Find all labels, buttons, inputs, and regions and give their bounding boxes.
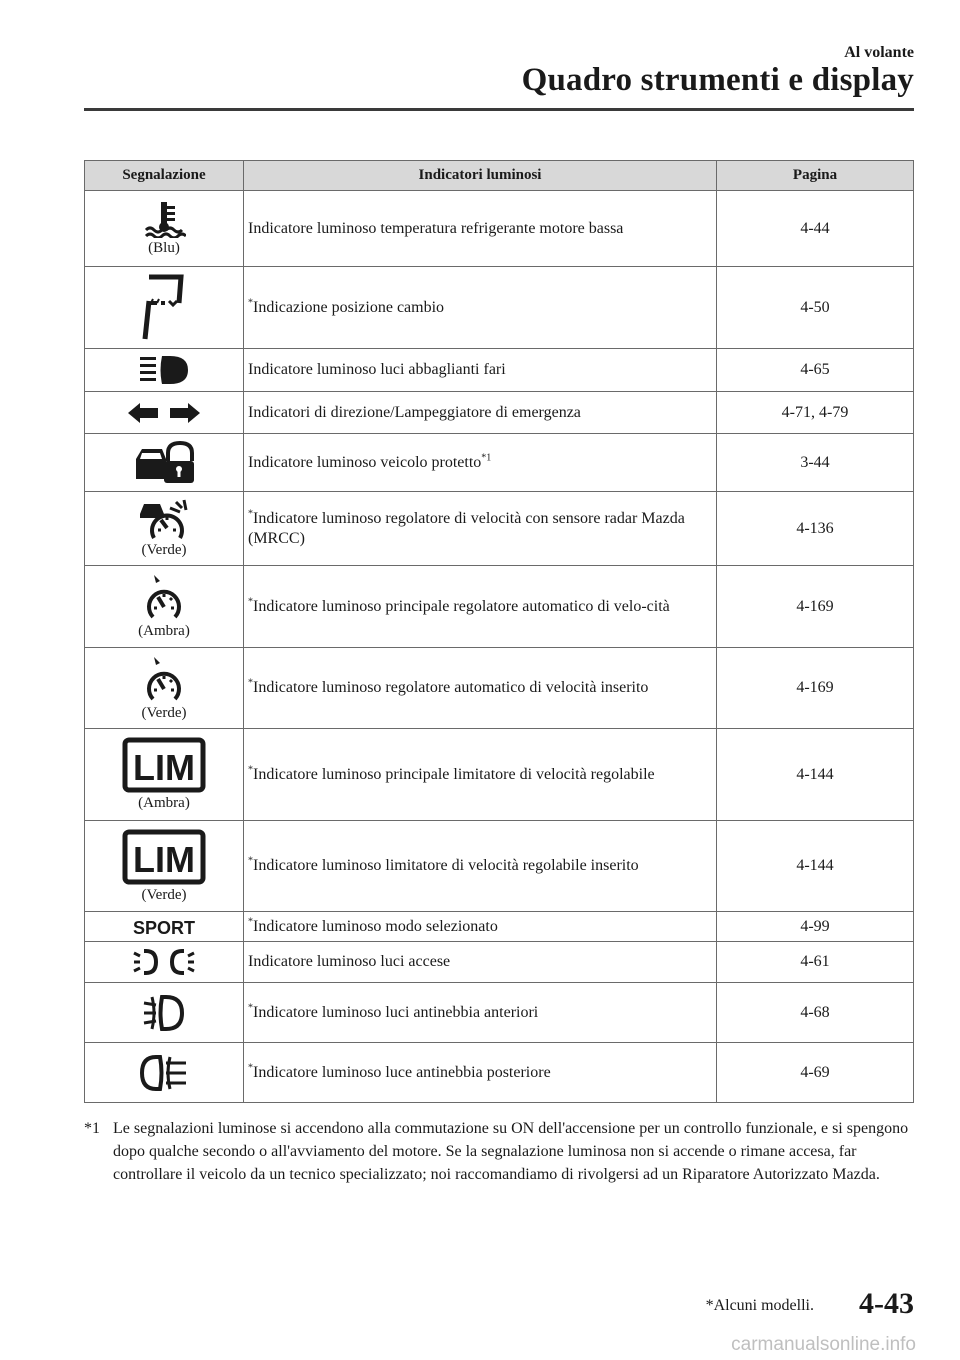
page-reference: 4-71, 4-79	[717, 392, 914, 434]
lim-set-icon	[122, 829, 206, 885]
description-cell: *Indicatore luminoso limitatore di velocità regolabile inserito	[244, 821, 717, 912]
signal-cell	[85, 349, 244, 392]
page-reference: 4-61	[717, 942, 914, 983]
signal-cell	[85, 912, 244, 942]
svg-text:LIM: LIM	[133, 747, 195, 788]
rear-fog-icon	[138, 1053, 190, 1093]
section-label: Al volante	[844, 44, 914, 61]
table-row	[85, 191, 914, 267]
page-reference: 4-144	[717, 729, 914, 821]
security-lock-car-icon	[132, 441, 196, 485]
table-row	[85, 566, 914, 648]
table-row	[85, 983, 914, 1043]
description-cell: *Indicatore luminoso luci antinebbia anteriori	[244, 983, 717, 1043]
description-cell: Indicatore luminoso luci abbaglianti fari	[244, 349, 717, 392]
turn-signal-arrows-icon	[126, 401, 202, 425]
footnote	[84, 1117, 914, 1186]
models-note: *Alcuni modelli.	[705, 1297, 814, 1314]
table-row	[85, 1043, 914, 1103]
lim-main-icon	[122, 737, 206, 793]
page-reference: 4-44	[717, 191, 914, 267]
table-row	[85, 392, 914, 434]
description-cell: *Indicatore luminoso modo selezionato	[244, 912, 717, 942]
footnote-text: Le segnalazioni luminose si accendono alla commutazione su ON dell'accensione per un controllo funzionale, e si spengono dopo qualche secondo o all'avviamento del motore. Se la segnalazione luminosa non si accende o rimane accesa, far controllare il veicolo da un tecnico specializzato; noi raccomandiamo di rivolgersi ad un Riparatore Autorizzato Mazda.	[113, 1120, 909, 1183]
coolant-temp-low-icon	[142, 200, 186, 238]
cruise-set-icon	[144, 655, 184, 703]
color-label: (Blu)	[148, 240, 180, 256]
shift-position-icon	[141, 273, 187, 343]
description-cell: *Indicatore luminoso principale limitatore di velocità regolabile	[244, 729, 717, 821]
color-label: (Verde)	[141, 542, 187, 558]
table-row	[85, 912, 914, 942]
column-header: Pagina	[717, 161, 914, 191]
signal-cell	[85, 566, 244, 648]
signal-cell	[85, 191, 244, 267]
table-row	[85, 267, 914, 349]
signal-cell	[85, 392, 244, 434]
signal-cell	[85, 434, 244, 492]
signal-cell	[85, 942, 244, 983]
table-row	[85, 648, 914, 729]
column-header: Indicatori luminosi	[244, 161, 717, 191]
signal-cell	[85, 1043, 244, 1103]
signal-cell	[85, 648, 244, 729]
table-row	[85, 942, 914, 983]
description-cell: Indicatore luminoso temperatura refrigerante motore bassa	[244, 191, 717, 267]
description-cell: Indicatori di direzione/Lampeggiatore di emergenza	[244, 392, 717, 434]
page-reference: 4-169	[717, 566, 914, 648]
lights-on-icon	[132, 947, 196, 977]
signal-cell	[85, 983, 244, 1043]
cruise-main-icon	[144, 573, 184, 621]
svg-text:LIM: LIM	[133, 838, 195, 880]
front-fog-icon	[142, 993, 186, 1033]
signal-cell	[85, 821, 244, 912]
description-cell: *Indicatore luminoso regolatore automatico di velocità inserito	[244, 648, 717, 729]
indicator-table	[84, 160, 914, 1103]
color-label: (Ambra)	[138, 623, 190, 639]
table-row	[85, 349, 914, 392]
table-row	[85, 729, 914, 821]
footnote-mark: *1	[84, 1120, 100, 1137]
column-header: Segnalazione	[85, 161, 244, 191]
page-reference: 4-136	[717, 492, 914, 566]
page-reference: 4-99	[717, 912, 914, 942]
signal-cell	[85, 267, 244, 349]
chapter-title: Quadro strumenti e display	[521, 62, 914, 98]
table-row	[85, 492, 914, 566]
table-row	[85, 821, 914, 912]
page-number: 4-43	[859, 1287, 914, 1320]
page-reference: 4-144	[717, 821, 914, 912]
page-reference: 4-69	[717, 1043, 914, 1103]
table-row	[85, 434, 914, 492]
signal-cell	[85, 492, 244, 566]
signal-cell	[85, 729, 244, 821]
page-reference: 3-44	[717, 434, 914, 492]
color-label: (Verde)	[141, 704, 187, 721]
high-beam-icon	[136, 354, 192, 386]
sport-mode-icon	[126, 917, 202, 937]
page-reference: 4-169	[717, 648, 914, 729]
description-cell: *Indicazione posizione cambio	[244, 267, 717, 349]
description-cell: *Indicatore luminoso luce antinebbia posteriore	[244, 1043, 717, 1103]
radar-cruise-icon	[136, 498, 192, 540]
table-header-row	[85, 161, 914, 191]
watermark: carmanualsonline.info	[731, 1334, 916, 1355]
color-label: (Verde)	[141, 886, 187, 903]
color-label: (Ambra)	[138, 795, 190, 811]
page-reference: 4-50	[717, 267, 914, 349]
header-rule	[84, 108, 914, 111]
page-reference: 4-65	[717, 349, 914, 392]
page-reference: 4-68	[717, 983, 914, 1043]
description-cell: Indicatore luminoso veicolo protetto$^{*1}$	[244, 434, 717, 492]
description-cell: *Indicatore luminoso regolatore di velocità con sensore radar Mazda (MRCC)	[244, 492, 717, 566]
svg-text:SPORT: SPORT	[132, 917, 196, 937]
description-cell: *Indicatore luminoso principale regolatore automatico di velo-cità	[244, 566, 717, 648]
description-cell: Indicatore luminoso luci accese	[244, 942, 717, 983]
